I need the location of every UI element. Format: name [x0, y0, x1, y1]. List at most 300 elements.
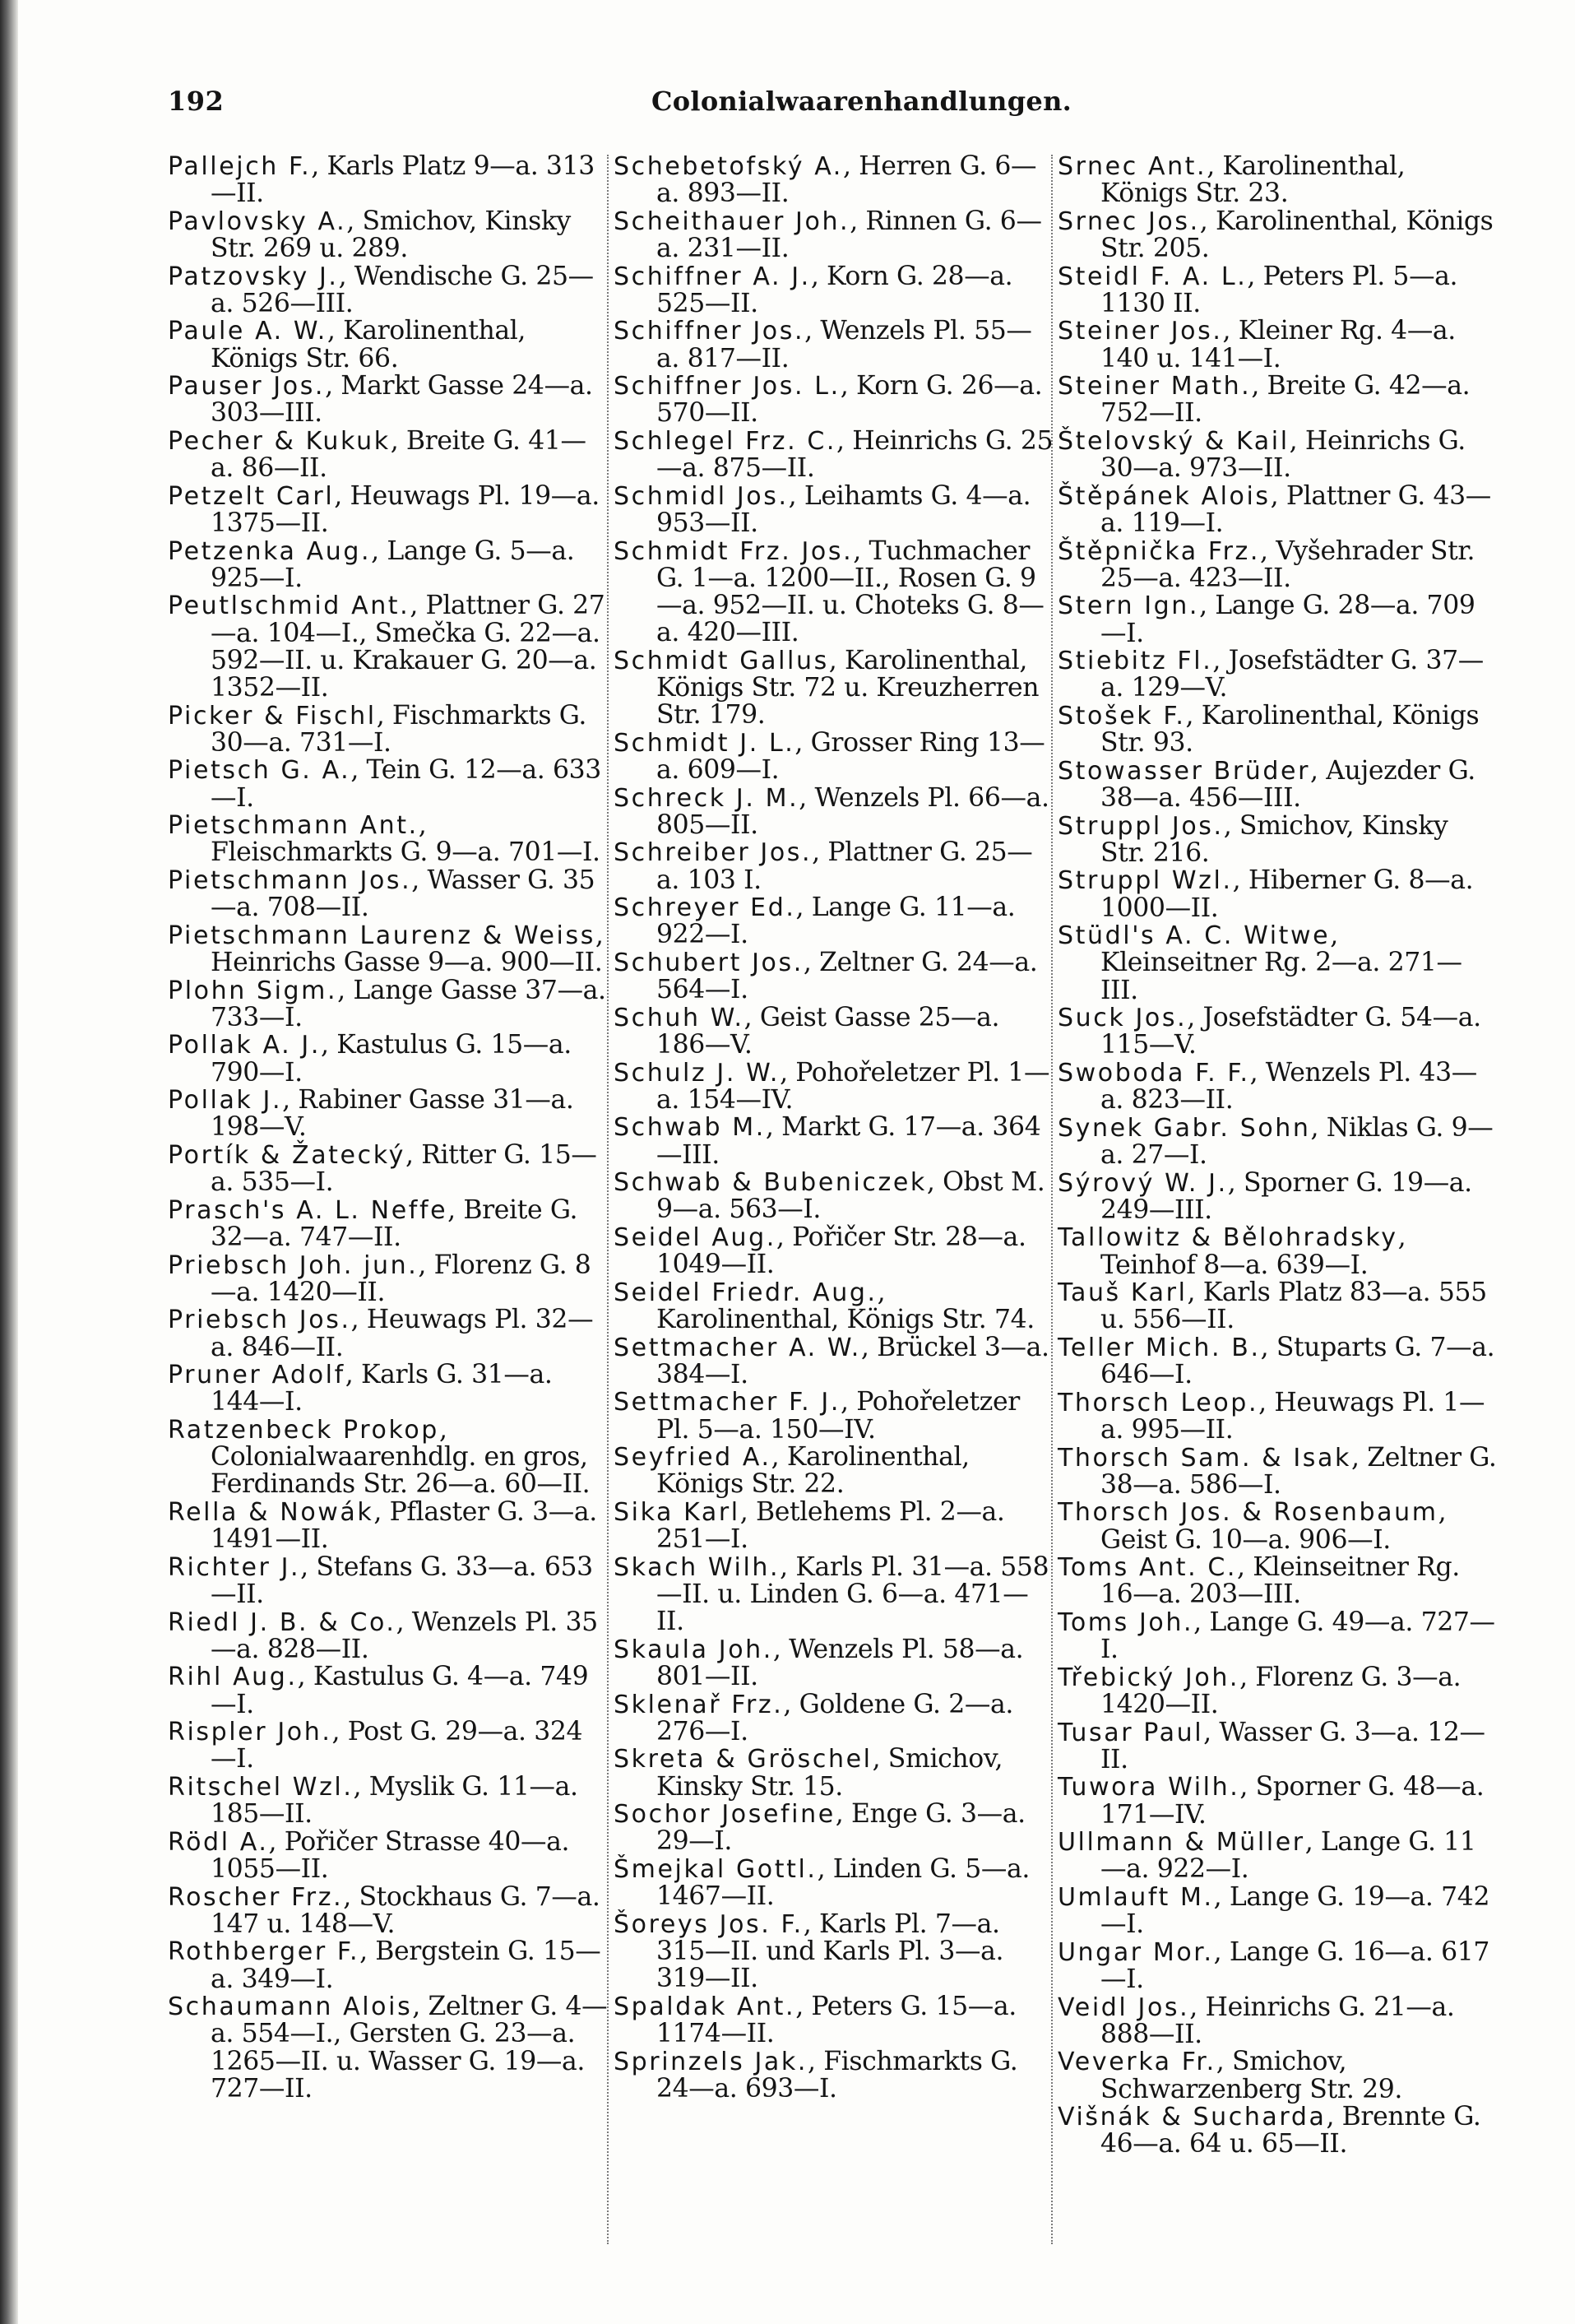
entry-name: Schmidt Frz. Jos. — [614, 536, 854, 566]
entry-name: Višnák & Sucharda — [1058, 2103, 1327, 2132]
entry-details: , Wenzels Pl. 66—a. 805—II. — [656, 782, 1049, 840]
directory-entry — [614, 373, 1054, 427]
directory-entry — [168, 1663, 608, 1718]
entry-name: Seidel Friedr. Aug. — [614, 1278, 878, 1307]
directory-entry — [1058, 647, 1498, 702]
entry-name: Schreiber Jos. — [614, 838, 813, 868]
directory-entry — [168, 1414, 608, 1500]
directory-entry — [614, 153, 1054, 207]
entry-details: , Smichov, Schwarzenberg Str. 29. — [1100, 2047, 1403, 2104]
directory-entry — [614, 839, 1054, 893]
column-separator — [607, 155, 609, 2244]
entry-name: Schuh W. — [614, 1003, 744, 1032]
page-binding-edge — [0, 0, 18, 2324]
entry-details: , Obst M. 9—a. 563—I. — [656, 1167, 1045, 1225]
entry-details: , Kleinseitner Rg. 2—a. 271—III. — [1100, 921, 1462, 1005]
entry-details: , Smichov, Kinsky Str. 216. — [1100, 810, 1448, 868]
directory-entry — [1058, 208, 1498, 262]
directory-entry — [614, 318, 1054, 372]
entry-details: , Heinrichs Gasse 9—a. 900—II. — [211, 920, 604, 977]
directory-entry — [168, 208, 608, 262]
entry-details: , Herren G. 6—a. 893—II. — [656, 151, 1037, 209]
entry-details: , Pořičer Strasse 40—a. 1055—II. — [211, 1826, 570, 1884]
entry-name: Skach Wilh. — [614, 1552, 781, 1582]
entry-details: , Karls G. 31—a. 144—I. — [211, 1360, 553, 1417]
entry-details: , Geist G. 10—a. 906—I. — [1100, 1497, 1447, 1555]
entry-details: , Florenz G. 8—a. 1420—II. — [211, 1250, 591, 1307]
entry-name: Richter J. — [168, 1552, 301, 1582]
entry-name: Suck Jos. — [1058, 1004, 1188, 1033]
entry-details: , Karls Platz 9—a. 313—II. — [211, 151, 595, 209]
entry-details: , Kleiner Rg. 4—a. 140 u. 141—I. — [1100, 316, 1456, 373]
entry-name: Schmidt Gallus — [614, 646, 829, 675]
entry-details: , Tein G. 12—a. 633—I. — [211, 755, 601, 813]
directory-entry — [1058, 1774, 1498, 1828]
directory-entry — [1058, 1499, 1498, 1553]
entry-details: , Zeltner G. 24—a. 564—I. — [656, 947, 1038, 1005]
entry-details: , Sporner G. 19—a. 249—III. — [1100, 1167, 1472, 1225]
entry-details: , Heinrichs G. 30—a. 973—II. — [1100, 425, 1466, 484]
entry-details: , Karls Pl. 31—a. 558—II. u. Linden G. 6—a. 471—II. — [656, 1552, 1049, 1637]
entry-name: Stowasser Brüder — [1058, 756, 1311, 786]
entry-details: , Geist Gasse 25—a. 186—V. — [656, 1002, 1000, 1060]
entry-name: Umlauft M. — [1058, 1882, 1214, 1912]
entry-details: , Markt G. 17—a. 364—III. — [656, 1112, 1041, 1170]
entry-details: , Pflaster G. 3—a. 1491—II. — [211, 1496, 597, 1555]
entry-details: , Fischmarkts G. 24—a. 693—I. — [656, 2046, 1018, 2104]
entry-details: , Karolinenthal, Königs Str. 205. — [1100, 206, 1494, 263]
entry-details: , Wenzels Pl. 58—a. 801—II. — [656, 1634, 1024, 1691]
directory-entry — [614, 1853, 1054, 1912]
entry-name: Schmidt J. L. — [614, 728, 795, 758]
directory-entry — [1058, 1334, 1498, 1389]
directory-entry — [614, 782, 1054, 840]
entry-details: , Plattner G. 27—a. 104—I., Smečka G. 22—a. 592—II. u. Krakauer G. 20—a. 1352—II. — [211, 591, 605, 703]
entry-details: , Kastulus G. 15—a. 790—I. — [211, 1030, 572, 1088]
entry-name: Stošek F. — [1058, 701, 1186, 731]
entry-details: , Wasser G. 3—a. 12—II. — [1100, 1717, 1485, 1774]
entry-name: Pietschmann Laurenz & Weiss — [168, 921, 595, 950]
entry-name: Schmidl Jos. — [614, 481, 789, 511]
directory-entry — [1058, 592, 1498, 647]
directory-entry — [614, 894, 1054, 949]
entry-details: , Brennte G. 46—a. 64 u. 65—II. — [1100, 2102, 1481, 2159]
page-title: Colonialwaarenhandlungen. — [651, 86, 1072, 117]
entry-details: , Karolinenthal, Königs Str. 72 u. Kreuzherren Str. 179. — [656, 645, 1040, 731]
directory-entry — [614, 1801, 1054, 1855]
directory-entry — [1058, 1112, 1498, 1170]
entry-details: , Florenz G. 3—a. 1420—II. — [1100, 1662, 1462, 1719]
entry-name: Tuwora Wilh. — [1058, 1773, 1240, 1802]
entry-name: Swoboda F. F. — [1058, 1058, 1250, 1088]
entry-details: , Lange G. 5—a. 925—I. — [211, 536, 575, 593]
entry-details: , Betlehems Pl. 2—a. 251—I. — [656, 1496, 1005, 1555]
entry-name: Skreta & Gröschel — [614, 1745, 873, 1774]
directory-entry — [614, 1169, 1054, 1223]
directory-entry — [1058, 538, 1498, 592]
entry-name: Struppl Wzl. — [1058, 866, 1233, 896]
entry-details: , Heuwags Pl. 32—a. 846—II. — [211, 1305, 594, 1362]
entry-details: , Leihamts G. 4—a. 953—II. — [656, 480, 1031, 538]
entry-details: , Lange G. 16—a. 617—I. — [1100, 1937, 1490, 1994]
column-2 — [614, 153, 1054, 2103]
entry-details: , Bergstein G. 15—a. 349—I. — [211, 1937, 601, 1994]
entry-details: , Smichov, Kinsky Str. 269 u. 289. — [211, 206, 571, 263]
entry-name: Ullmann & Müller — [1058, 1828, 1305, 1858]
entry-details: , Karls Platz 83—a. 555 u. 556—II. — [1100, 1278, 1487, 1335]
entry-name: Petzelt Carl — [168, 481, 335, 511]
directory-entry — [1058, 755, 1498, 813]
entry-details: , Ritter G. 15—a. 535—I. — [211, 1139, 597, 1198]
directory-entry — [1058, 922, 1498, 1004]
directory-entry — [168, 592, 608, 702]
directory-entry — [614, 727, 1054, 785]
entry-details: , Lange Gasse 37—a. 733—I. — [211, 975, 606, 1032]
entry-name: Rothberger F. — [168, 1937, 360, 1967]
directory-entry — [1058, 318, 1498, 372]
directory-entry — [614, 1496, 1054, 1555]
entry-details: , Wenzels Pl. 43—a. 823—II. — [1100, 1057, 1477, 1116]
entry-details: , Karls Pl. 7—a. 315—II. und Karls Pl. 3—a. 319—II. — [656, 1909, 1004, 1994]
entry-name: Scheithauer Joh. — [614, 206, 850, 236]
entry-name: Veidl Jos. — [1058, 1992, 1190, 2022]
entry-name: Paule A. W. — [168, 317, 327, 346]
entry-name: Spaldak Ant. — [614, 1992, 796, 2021]
entry-details: , Peters Pl. 5—a. 1130 II. — [1100, 261, 1458, 318]
directory-entry — [614, 1389, 1054, 1443]
directory-entry — [168, 1496, 608, 1555]
entry-details: , Post G. 29—a. 324—I. — [211, 1717, 583, 1774]
directory-entry — [614, 1636, 1054, 1691]
directory-entry — [168, 1194, 608, 1252]
column-separator — [1051, 155, 1053, 2244]
directory-entry — [168, 480, 608, 538]
entry-name: Schubert Jos. — [614, 948, 804, 977]
entry-details: , Rabiner Gasse 31—a. 198—V. — [211, 1085, 574, 1143]
directory-entry — [1058, 1554, 1498, 1608]
directory-entry — [1058, 1004, 1498, 1059]
directory-entry — [1058, 425, 1498, 484]
entry-details: , Hiberner G. 8—a. 1000—II. — [1100, 865, 1474, 923]
directory-entry — [168, 757, 608, 811]
directory-entry — [168, 373, 608, 427]
entry-name: Šoreys Jos. F. — [614, 1909, 804, 1939]
column-1 — [168, 153, 608, 2103]
entry-details: , Teinhof 8—a. 639—I. — [1100, 1222, 1406, 1280]
entry-name: Steiner Math. — [1058, 372, 1252, 401]
entry-details: , Fleischmarkts G. 9—a. 701—I. — [211, 810, 600, 868]
entry-name: Prasch's A. L. Neffe — [168, 1195, 448, 1225]
entry-details: , Stockhaus G. 7—a. 147 u. 148—V. — [211, 1881, 600, 1939]
directory-entry — [168, 1771, 608, 1830]
entry-details: , Heuwags Pl. 19—a. 1375—II. — [211, 480, 600, 538]
entry-details: , Lange G. 28—a. 709—I. — [1100, 591, 1475, 648]
entry-name: Patzovsky J. — [168, 262, 339, 291]
entry-name: Skaula Joh. — [614, 1635, 773, 1664]
entry-details: , Grosser Ring 13—a. 609—I. — [656, 727, 1045, 785]
entry-details: , Plattner G. 25—a. 103 I. — [656, 837, 1033, 895]
directory-entry — [168, 977, 608, 1032]
entry-name: Štěpnička Frz. — [1058, 536, 1261, 566]
entry-details: , Stefans G. 33—a. 653—II. — [211, 1552, 593, 1609]
directory-entry — [1058, 1881, 1498, 1940]
entry-name: Rella & Nowák — [168, 1497, 374, 1527]
directory-entry — [614, 1993, 1054, 2048]
entry-details: , Markt Gasse 24—a. 303—III. — [211, 371, 593, 429]
entry-name: Tusar Paul — [1058, 1718, 1204, 1747]
entry-name: Pollak A. J. — [168, 1031, 321, 1060]
directory-entry — [1058, 480, 1498, 538]
entry-name: Sklenař Frz. — [614, 1690, 784, 1719]
directory-entry — [614, 1444, 1054, 1498]
entry-name: Rispler Joh. — [168, 1718, 332, 1747]
entry-details: , Pohořeletzer Pl. 1—a. 154—IV. — [656, 1057, 1050, 1115]
directory-entry — [614, 2048, 1054, 2103]
entry-details: , Wenzels Pl. 55—a. 817—II. — [656, 316, 1032, 373]
entry-name: Ritschel Wzl. — [168, 1772, 354, 1802]
entry-details: , Enge G. 3—a. 29—I. — [656, 1799, 1026, 1857]
directory-entry — [1058, 1057, 1498, 1116]
entry-name: Schiffner Jos. — [614, 317, 805, 346]
directory-entry — [1058, 810, 1498, 868]
directory-entry — [168, 1032, 608, 1086]
directory-entry — [614, 1224, 1054, 1278]
entry-name: Plohn Sigm. — [168, 976, 338, 1005]
entry-name: Picker & Fischl — [168, 701, 377, 731]
entry-name: Srnec Jos. — [1058, 206, 1200, 236]
entry-details: , Heuwags Pl. 1—a. 995—II. — [1100, 1387, 1485, 1445]
entry-name: Seidel Aug. — [614, 1222, 776, 1252]
entry-name: Ungar Mor. — [1058, 1937, 1214, 1967]
entry-details: , Breite G. 32—a. 747—II. — [211, 1194, 578, 1252]
entry-details: , Zeltner G. 38—a. 586—I. — [1100, 1442, 1497, 1500]
directory-entry — [614, 949, 1054, 1004]
entry-name: Settmacher F. J. — [614, 1388, 841, 1417]
entry-details: , Brückel 3—a. 384—I. — [656, 1332, 1049, 1389]
entry-name: Pietschmann Ant. — [168, 811, 419, 841]
entry-details: , Peters G. 15—a. 1174—II. — [656, 1991, 1017, 2048]
directory-entry — [168, 1826, 608, 1884]
entry-details: , Josefstädter G. 37—a. 129—V. — [1100, 646, 1484, 703]
directory-entry — [168, 425, 608, 484]
directory-entry — [168, 1139, 608, 1198]
entry-details: , Lange G. 11—a. 922—I. — [1100, 1827, 1476, 1885]
entry-name: Schwab & Bubeniczek — [614, 1168, 927, 1198]
directory-entry — [168, 263, 608, 318]
directory-entry — [1058, 1994, 1498, 2048]
entry-details: , Korn G. 28—a. 525—II. — [656, 261, 1013, 318]
entry-name: Schwab M. — [614, 1113, 766, 1143]
directory-entry — [614, 1004, 1054, 1059]
entry-name: Priebsch Jos. — [168, 1306, 351, 1335]
entry-details: , Karolinenthal, Königs Str. 93. — [1100, 700, 1480, 758]
entry-details: , Breite G. 42—a. 752—II. — [1100, 371, 1471, 429]
entry-name: Pavlovsky A. — [168, 206, 347, 236]
entry-name: Schebetofský A. — [614, 152, 843, 181]
entry-details: , Tuchmacher G. 1—a. 1200—II., Rosen G. 9—a. 952—II. u. Choteks G. 8—a. 420—III. — [656, 536, 1045, 648]
entry-details: , Karolinenthal, Königs Str. 66. — [211, 316, 526, 373]
entry-name: Pollak J. — [168, 1086, 283, 1116]
directory-entry — [168, 318, 608, 372]
entry-name: Pruner Adolf — [168, 1361, 345, 1390]
entry-details: , Korn G. 26—a. 570—II. — [656, 371, 1043, 429]
directory-entry — [1058, 1609, 1498, 1663]
directory-entry — [1058, 1829, 1498, 1883]
directory-entry — [614, 1746, 1054, 1800]
directory-entry — [1058, 263, 1498, 318]
directory-entry — [168, 1993, 608, 2103]
entry-name: Schlegel Frz. C. — [614, 426, 837, 456]
entry-details: , Myslik G. 11—a. 185—II. — [211, 1771, 578, 1830]
entry-name: Schiffner Jos. L. — [614, 372, 841, 401]
entry-name: Sprinzels Jak. — [614, 2047, 808, 2076]
entry-details: , Niklas G. 9—a. 27—I. — [1100, 1112, 1494, 1170]
entry-name: Peutlschmid Ant. — [168, 591, 410, 621]
entry-name: Rödl A. — [168, 1827, 269, 1857]
entry-name: Pietsch G. A. — [168, 756, 351, 786]
entry-name: Schreyer Ed. — [614, 893, 796, 923]
entry-details: , Kleinseitner Rg. 16—a. 203—III. — [1100, 1552, 1460, 1610]
directory-entry — [1058, 1167, 1498, 1225]
directory-entry — [1058, 1279, 1498, 1334]
directory-entry — [614, 1334, 1054, 1389]
entry-name: Pauser Jos. — [168, 372, 326, 401]
directory-entry — [168, 1609, 608, 1663]
entry-details: , Colonialwaarenhdlg. en gros, Ferdinands Str. 26—a. 60—II. — [211, 1414, 591, 1500]
directory-entry — [168, 1306, 608, 1361]
entry-name: Tauš Karl — [1058, 1278, 1188, 1308]
directory-entry — [1058, 700, 1498, 758]
entry-name: Portík & Žatecký — [168, 1140, 405, 1170]
entry-name: Veverka Fr. — [1058, 2048, 1216, 2077]
entry-name: Seyfried A. — [614, 1443, 771, 1473]
entry-name: Třebický Joh. — [1058, 1663, 1240, 1692]
directory-entry — [168, 538, 608, 592]
directory-entry — [1058, 1664, 1498, 1719]
entry-details: , Goldene G. 2—a. 276—I. — [656, 1689, 1013, 1746]
directory-entry — [168, 1252, 608, 1306]
entry-name: Sochor Josefine — [614, 1800, 836, 1830]
entry-details: , Kastulus G. 4—a. 749—I. — [211, 1662, 589, 1719]
directory-entry — [614, 1554, 1054, 1636]
directory-entry — [1058, 1224, 1498, 1278]
directory-entry — [614, 1691, 1054, 1746]
entry-details: , Aujezder G. 38—a. 456—III. — [1100, 755, 1475, 813]
entry-name: Šmejkal Gottl. — [614, 1854, 818, 1884]
directory-entry — [614, 538, 1054, 647]
entry-details: , Lange G. 19—a. 742—I. — [1100, 1881, 1490, 1940]
directory-entry — [614, 263, 1054, 318]
entry-name: Toms Ant. C. — [1058, 1553, 1238, 1583]
directory-entry — [614, 1911, 1054, 1993]
entry-details: , Plattner G. 43—a. 119—I. — [1100, 480, 1491, 538]
directory-entry — [614, 208, 1054, 262]
entry-name: Srnec Ant. — [1058, 152, 1207, 181]
entry-name: Struppl Jos. — [1058, 811, 1224, 841]
entry-name: Settmacher A. W. — [614, 1333, 861, 1362]
directory-entry — [168, 1719, 608, 1773]
entry-details: , Vyšehrader Str. 25—a. 423—II. — [1100, 536, 1475, 593]
directory-entry — [168, 812, 608, 866]
entry-details: , Heinrichs G. 25—a. 875—II. — [656, 425, 1054, 484]
entry-details: , Lange G. 11—a. 922—I. — [656, 893, 1016, 950]
entry-name: Stüdl's A. C. Witwe — [1058, 921, 1331, 951]
directory-entry — [1058, 1939, 1498, 1993]
directory-entry — [1058, 2048, 1498, 2103]
entry-name: Sýrový W. J. — [1058, 1168, 1228, 1198]
directory-entry — [1058, 153, 1498, 207]
entry-name: Thorsch Sam. & Isak — [1058, 1443, 1351, 1473]
directory-entry — [1058, 1389, 1498, 1444]
entry-details: , Lange G. 49—a. 727—I. — [1100, 1607, 1495, 1665]
entry-name: Thorsch Leop. — [1058, 1388, 1259, 1417]
directory-entry — [168, 700, 608, 758]
directory-entry — [168, 1881, 608, 1939]
entry-name: Stern Ign. — [1058, 591, 1200, 621]
entry-name: Priebsch Joh. jun. — [168, 1250, 419, 1280]
entry-name: Steiner Jos. — [1058, 317, 1223, 346]
entry-details: , Smichov, Kinsky Str. 15. — [656, 1744, 1003, 1802]
entry-details: , Heinrichs G. 21—a. 888—II. — [1100, 1992, 1455, 2049]
entry-name: Thorsch Jos. & Rosenbaum — [1058, 1498, 1438, 1528]
entry-details: , Zeltner G. 4—a. 554—I., Gersten G. 23—a. 1265—II. u. Wasser G. 19—a. 727—II. — [211, 1992, 608, 2104]
entry-details: , Karolinenthal, Königs Str. 74. — [656, 1277, 1035, 1334]
column-3 — [1058, 153, 1498, 2159]
page-number: 192 — [168, 86, 225, 117]
entry-details: , Pořičer Str. 28—a. 1049—II. — [656, 1222, 1026, 1280]
directory-entry — [614, 1057, 1054, 1115]
directory-entry — [168, 867, 608, 921]
entry-name: Schiffner A. J. — [614, 262, 811, 291]
entry-name: Sika Karl — [614, 1497, 740, 1527]
entry-name: Pecher & Kukuk — [168, 426, 391, 456]
directory-entry — [168, 1361, 608, 1416]
entry-name: Schulz J. W. — [614, 1058, 781, 1088]
directory-entry — [1058, 1442, 1498, 1500]
entry-name: Petzenka Aug. — [168, 536, 372, 566]
entry-name: Schreck J. M. — [614, 783, 799, 813]
entry-name: Rihl Aug. — [168, 1663, 298, 1692]
entry-name: Schaumann Alois — [168, 1992, 413, 2022]
entry-details: , Wasser G. 35—a. 708—II. — [211, 865, 595, 923]
entry-details: , Karolinenthal, Königs Str. 22. — [656, 1442, 970, 1500]
directory-entry — [1058, 373, 1498, 427]
entry-details: , Wendische G. 25—a. 526—III. — [211, 261, 594, 318]
entry-name: Riedl J. B. & Co. — [168, 1607, 396, 1637]
directory-entry — [168, 1087, 608, 1141]
entry-details: , Wenzels Pl. 35—a. 828—II. — [211, 1607, 598, 1664]
entry-details: , Fischmarkts G. 30—a. 731—I. — [211, 700, 587, 758]
entry-details: , Pohořeletzer Pl. 5—a. 150—IV. — [656, 1387, 1020, 1445]
directory-entry — [1058, 867, 1498, 921]
entry-details: , Breite G. 41—a. 86—II. — [211, 425, 586, 484]
entry-name: Štelovský & Kail — [1058, 426, 1290, 456]
entry-name: Tallowitz & Bělohradsky — [1058, 1223, 1398, 1253]
entry-name: Stiebitz Fl. — [1058, 647, 1213, 676]
directory-entry — [614, 425, 1054, 484]
directory-entry — [614, 1279, 1054, 1334]
entry-details: , Sporner G. 48—a. 171—IV. — [1100, 1772, 1485, 1830]
directory-entry — [614, 1114, 1054, 1168]
directory-entry — [1058, 1719, 1498, 1774]
entry-details: , Josefstädter G. 54—a. 115—V. — [1100, 1003, 1481, 1060]
entry-name: Roscher Frz. — [168, 1882, 344, 1912]
entry-details: , Stuparts G. 7—a. 646—I. — [1100, 1332, 1495, 1390]
directory-entry — [168, 922, 608, 976]
directory-entry — [168, 1554, 608, 1608]
entry-name: Steidl F. A. L. — [1058, 262, 1248, 291]
entry-details: , Karolinenthal, Königs Str. 23. — [1100, 151, 1406, 209]
